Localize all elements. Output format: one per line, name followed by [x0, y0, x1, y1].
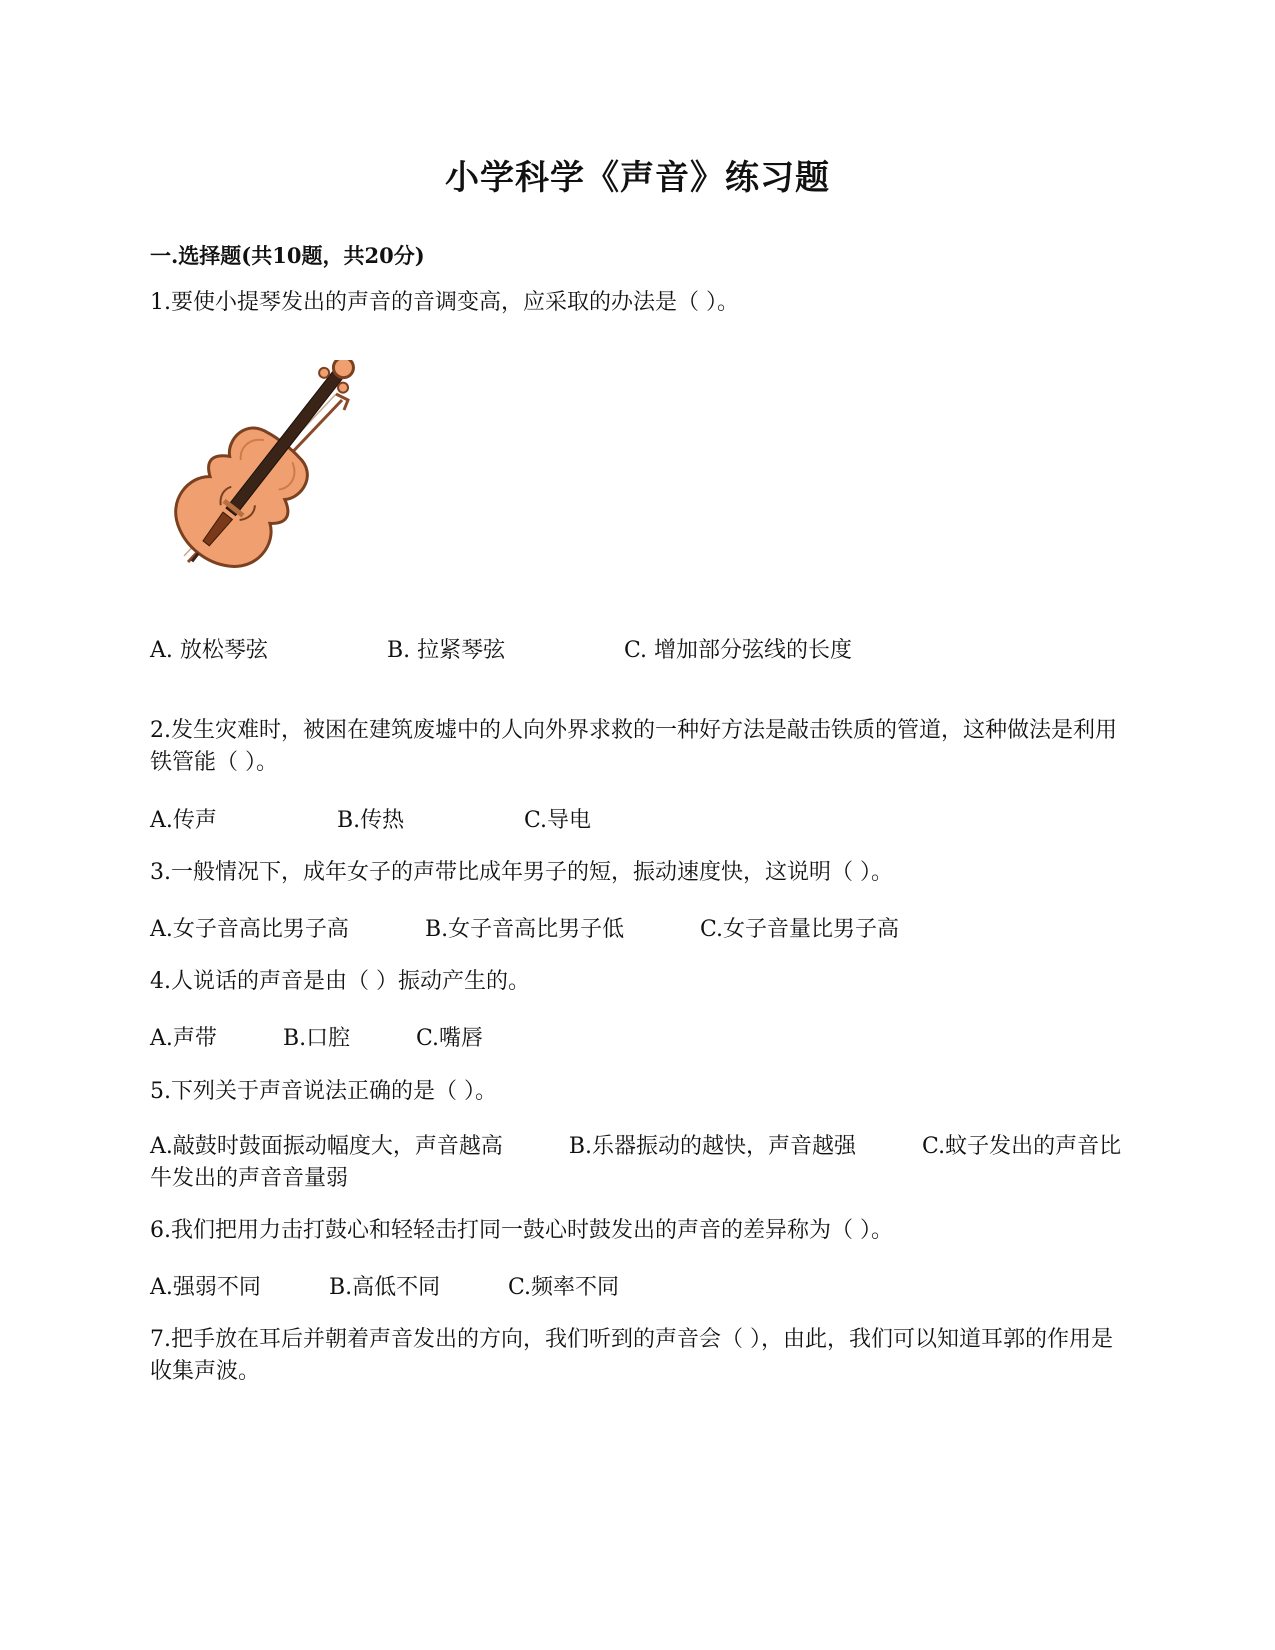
option-c[interactable]: C.女子音量比男子高: [700, 917, 900, 942]
option-a[interactable]: A. 放松琴弦: [150, 638, 268, 663]
option-b[interactable]: B.口腔: [283, 1026, 351, 1051]
question-1-options: [150, 633, 852, 664]
question-5: 5.下列关于声音说法正确的是（ ）。: [150, 1079, 497, 1104]
option-b[interactable]: B.传热: [337, 808, 405, 833]
option-b[interactable]: B. 拉紧琴弦: [387, 638, 506, 663]
page-title: 小学科学《声音》练习题: [445, 158, 830, 198]
question-1: 1.要使小提琴发出的声音的音调变高，应采取的办法是（ ）。: [150, 290, 739, 315]
option-c[interactable]: C. 增加部分弦线的长度: [624, 638, 853, 663]
question-2-options: [150, 803, 591, 834]
question-3-options: [150, 912, 899, 943]
option-b[interactable]: B.女子音高比男子低: [425, 917, 625, 942]
option-a[interactable]: A.女子音高比男子高: [150, 917, 349, 942]
question-3: 3.一般情况下，成年女子的声带比成年男子的短，振动速度快，这说明（ ）。: [150, 860, 893, 885]
question-7: 7.把手放在耳后并朝着声音发出的方向，我们听到的声音会（ ），由此，我们可以知道耳郭的作用是收集声波。: [150, 1327, 1113, 1384]
question-4-options: [150, 1021, 483, 1052]
question-5-options: A.敲鼓时鼓面振动幅度大，声音越高 B.乐器振动的越快，声音越强 C.蚊子发出的声音比牛发出的声音音量弱: [150, 1134, 1122, 1191]
option-c[interactable]: C.频率不同: [508, 1275, 620, 1300]
violin-icon: [150, 360, 365, 585]
option-a[interactable]: A.强弱不同: [150, 1275, 261, 1300]
question-6-options: [150, 1270, 619, 1301]
option-c[interactable]: C.嘴唇: [416, 1026, 484, 1051]
question-4: 4.人说话的声音是由（ ）振动产生的。: [150, 969, 530, 994]
section-heading: 一.选择题(共10题，共20分): [150, 243, 425, 268]
option-a[interactable]: A.声带: [150, 1026, 217, 1051]
option-c[interactable]: C.导电: [524, 808, 592, 833]
option-b[interactable]: B.高低不同: [329, 1275, 441, 1300]
question-2: 2.发生灾难时，被困在建筑废墟中的人向外界求救的一种好方法是敲击铁质的管道，这种做法是利用铁管能（ ）。: [150, 718, 1117, 775]
option-a[interactable]: A.传声: [150, 808, 217, 833]
question-6: 6.我们把用力击打鼓心和轻轻击打同一鼓心时鼓发出的声音的差异称为（ ）。: [150, 1218, 893, 1243]
